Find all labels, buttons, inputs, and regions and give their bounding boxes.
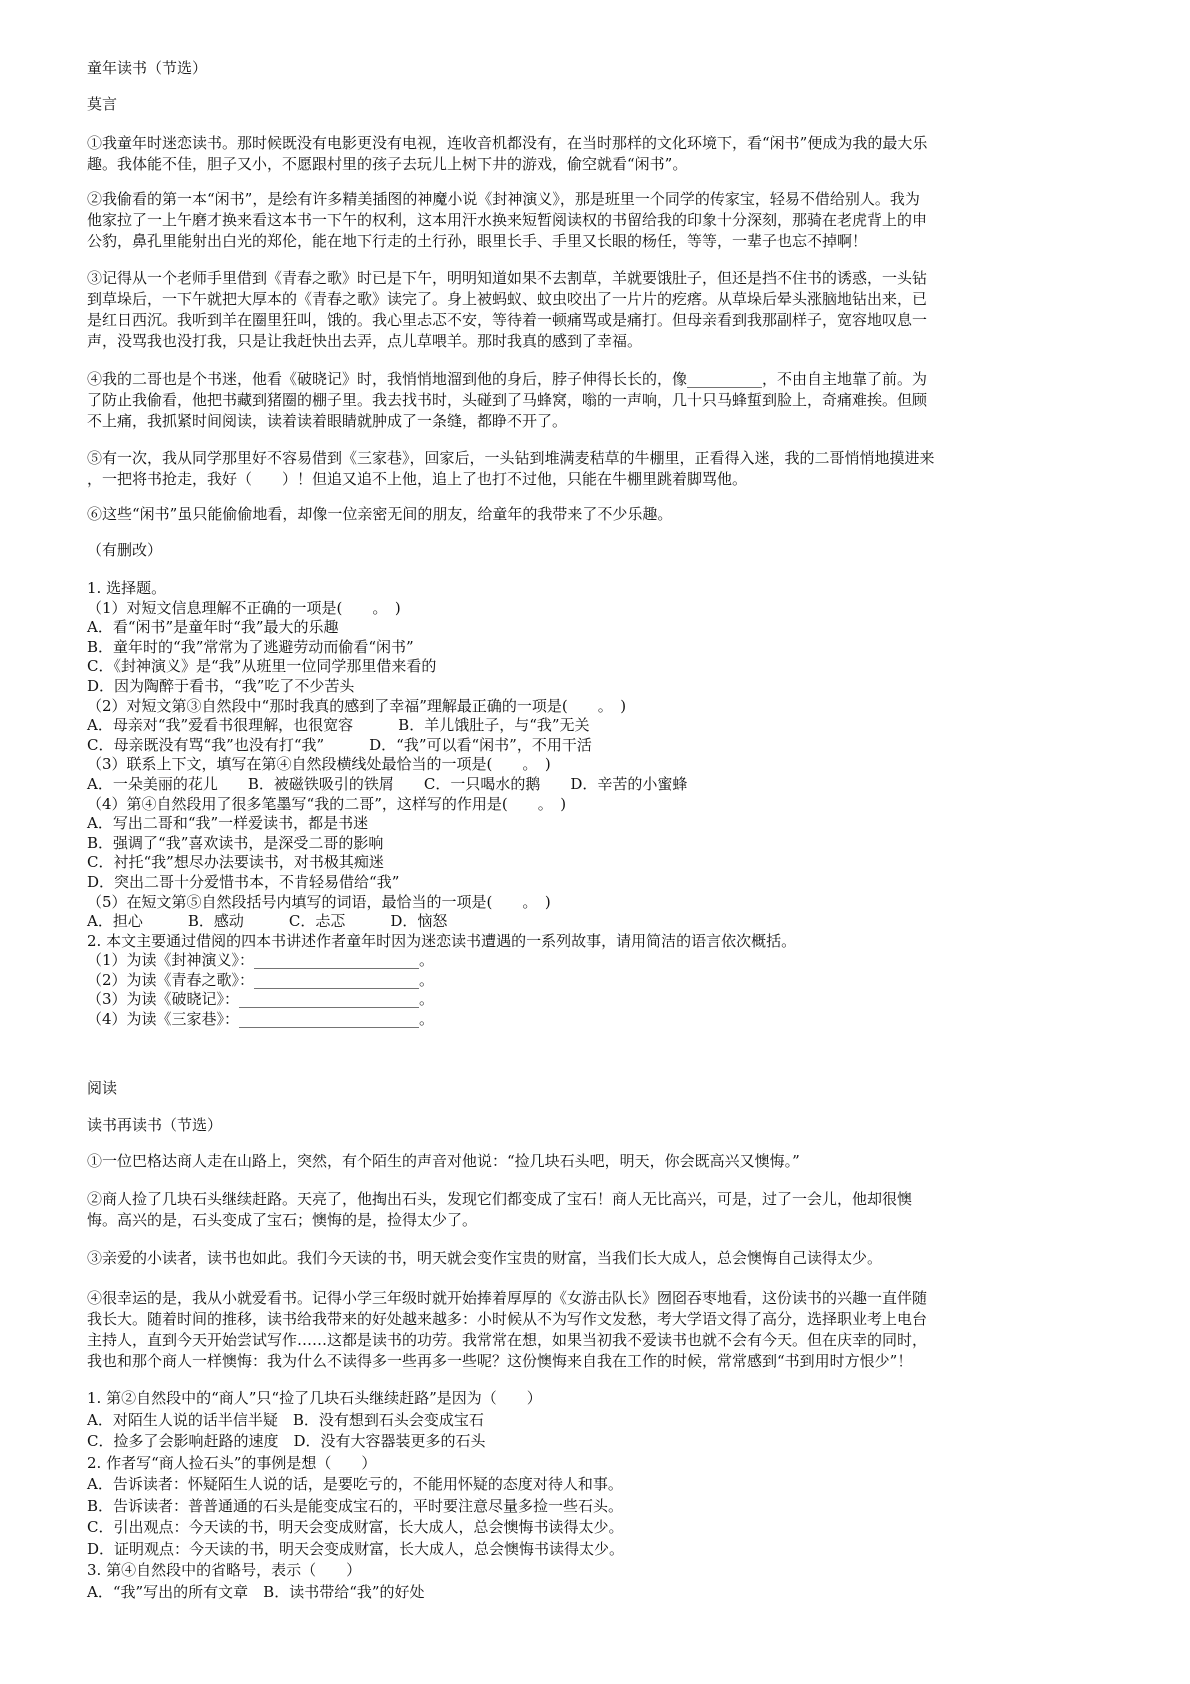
text-line: ①一位巴格达商人走在山路上，突然，有个陌生的声音对他说：“捡几块石头吧，明天，你会既高兴又懊悔。” [87,1152,800,1170]
question-line: （3）联系上下文，填写在第④自然段横线处最恰当的一项是( 。 ) [87,755,551,774]
question-line: C．引出观点：今天读的书，明天会变成财富，长大成人，总会懊悔书读得太少。 [87,1518,624,1536]
question-line: 1. 选择题。 [87,579,167,597]
question-line: C．母亲既没有骂“我”也没有打“我” D．“我”可以看“闲书”，不用干活 [87,735,592,754]
text-line: ，一把将书抢走，我好（ ）！但追又追不上他，追上了也打不过他，只能在牛棚里跳着脚骂他。 [87,470,748,488]
passage-1-paragraph-2 [87,189,927,252]
text-line: ②商人捡了几块石头继续赶路。天亮了，他掏出石头，发现它们都变成了宝石！商人无比高兴，可是，过了一会儿，他却很懊 [87,1190,913,1208]
text-line: 我长大。随着时间的推移，读书给我带来的好处越来越多：小时候从不为写作文发愁，考大学语文得了高分，选择职业考上电台 [87,1310,928,1328]
question-set-1 [87,579,796,1030]
text-line: ③记得从一个老师手里借到《青春之歌》时已是下午，明明知道如果不去割草，羊就要饿肚子，但还是挡不住书的诱惑，一头钻 [87,269,928,287]
question-line: （3）为读《破晓记》：________________________。 [87,990,435,1009]
question-line: （4）第④自然段用了很多笔墨写“我的二哥”，这样写的作用是( 。 ) [87,794,567,813]
text-line: 我也和那个商人一样懊悔：我为什么不读得多一些再多一些呢？这份懊悔来自我在工作的时候，常常感到“书到用时方恨少”！ [87,1352,913,1370]
text-line: 悔。高兴的是，石头变成了宝石；懊悔的是，捡得太少了。 [87,1211,478,1229]
question-line: 1. 第②自然段中的“商人”只“捡了几块石头继续赶路”是因为（ ） [87,1389,542,1407]
passage-1-title: 童年读书（节选） [87,59,208,77]
question-set-2 [87,1388,624,1603]
question-line: （2）为读《青春之歌》：______________________。 [87,970,435,989]
text-line: ④很幸运的是，我从小就爱看书。记得小学三年级时就开始捧着厚厚的《女游击队长》囫囵吞枣地看，这份读书的兴趣一直伴随 [87,1289,928,1307]
question-line: （4）为读《三家巷》：________________________。 [87,1010,435,1029]
question-line: A．担心 B．感动 C．忐忑 D．恼怒 [87,912,448,931]
revision-note: （有删改） [87,541,163,559]
passage-2-title: 读书再读书（节选） [87,1116,223,1134]
passage-1-paragraph-5 [87,448,935,490]
question-line: A．“我”写出的所有文章 B．读书带给“我”的好处 [87,1582,425,1601]
text-line: 是红日西沉。我听到羊在圈里狂叫，饿的。我心里忐忑不安，等待着一顿痛骂或是痛打。但母亲看到我那副样子，宽容地叹息一 [87,311,928,329]
passage-2-paragraph-2 [87,1189,912,1231]
question-line: D．因为陶醉于看书，“我”吃了不少苦头 [87,676,355,695]
text-line: 了防止我偷看，他把书藏到猪圈的棚子里。我去找书时，头碰到了马蜂窝，嗡的一声响，几十只马蜂蜇到脸上，奇痛难挨。但顾 [87,391,928,409]
question-line: （1）为读《封神演义》：______________________。 [87,951,435,970]
question-line: B．告诉读者：普普通通的石头是能变成宝石的，平时要注意尽量多捡一些石头。 [87,1496,624,1515]
question-line: B．强调了“我”喜欢读书，是深受二哥的影响 [87,833,384,852]
text-line: 趣。我体能不佳，胆子又小，不愿跟村里的孩子去玩儿上树下井的游戏，偷空就看“闲书”。 [87,155,688,173]
text-line: 公豹，鼻孔里能射出白光的郑伦，能在地下行走的土行孙，眼里长手、手里又长眼的杨任，等等，一辈子也忘不掉啊！ [87,232,868,250]
question-line: A．一朵美丽的花儿 B．被磁铁吸引的铁屑 C．一只喝水的鹅 D．辛苦的小蜜蜂 [87,774,688,793]
text-line: 不上痛，我抓紧时间阅读，读着读着眼睛就肿成了一条缝，都睁不开了。 [87,412,568,430]
question-line: 3. 第④自然段中的省略号，表示（ ） [87,1561,362,1579]
text-line: ③亲爱的小读者，读书也如此。我们今天读的书，明天就会变作宝贵的财富，当我们长大成人，总会懊悔自己读得太少。 [87,1249,883,1267]
passage-1-paragraph-3 [87,268,927,352]
section-heading: 阅读 [87,1079,118,1097]
question-line: A．告诉读者：怀疑陌生人说的话，是要吃亏的，不能用怀疑的态度对待人和事。 [87,1475,623,1493]
passage-2-paragraph-3 [87,1248,882,1269]
question-line: 2. 作者写“商人捡石头”的事例是想（ ） [87,1453,377,1472]
text-line: ⑤有一次，我从同学那里好不容易借到《三家巷》，回家后，一头钻到堆满麦秸草的牛棚里，正看得入迷，我的二哥悄悄地摸进来 [87,449,935,467]
question-line: B．童年时的“我”常常为了逃避劳动而偷看“闲书” [87,637,414,656]
text-line: 主持人，直到今天开始尝试写作……这都是读书的功劳。我常常在想，如果当初我不爱读书也就不会有今天。但在庆幸的同时， [87,1331,928,1349]
text-line: ⑥这些“闲书”虽只能偷偷地看，却像一位亲密无间的朋友，给童年的我带来了不少乐趣。 [87,505,673,523]
question-line: A．母亲对“我”爱看书很理解，也很宽容 B．羊儿饿肚子，与“我”无关 [87,716,590,735]
text-line: 到草垛后，一下午就把大厚本的《青春之歌》读完了。身上被蚂蚁、蚊虫咬出了一片片的疙瘩。从草垛后晕头涨脑地钻出来，已 [87,290,928,308]
passage-1-author: 莫言 [87,95,118,113]
text-line: ②我偷看的第一本“闲书”，是绘有许多精美插图的神魔小说《封神演义》，那是班里一个同学的传家宝，轻易不借给别人。我为 [87,190,920,208]
question-line: C．《封神演义》是“我”从班里一位同学那里借来看的 [87,657,437,676]
passage-2-paragraph-4 [87,1288,927,1372]
question-line: D．证明观点：今天读的书，明天会变成财富，长大成人，总会懊悔书读得太少。 [87,1539,625,1558]
passage-1-paragraph-6 [87,504,672,525]
question-line: A．对陌生人说的话半信半疑 B．没有想到石头会变成宝石 [87,1410,484,1429]
question-line: （2）对短文第③自然段中“那时我真的感到了幸福”理解最正确的一项是( 。 ) [87,696,627,715]
question-line: （5）在短文第⑤自然段括号内填写的词语，最恰当的一项是( 。 ) [87,892,551,911]
question-line: （1）对短文信息理解不正确的一项是( 。 ) [87,598,401,617]
question-line: A．写出二哥和“我”一样爱读书，都是书迷 [87,814,369,833]
passage-2-paragraph-1 [87,1151,800,1172]
text-line: ④我的二哥也是个书迷，他看《破晓记》时，我悄悄地溜到他的身后，脖子伸得长长的，像__________，不由自主地靠了前。为 [87,370,928,388]
question-line: C．捡多了会影响赶路的速度 D．没有大容器装更多的石头 [87,1432,486,1450]
question-line: D．突出二哥十分爱惜书本，不肯轻易借给“我” [87,872,400,891]
question-line: C．衬托“我”想尽办法要读书，对书极其痴迷 [87,853,384,872]
text-line: 声，没骂我也没打我，只是让我赶快出去弄，点儿草喂羊。那时我真的感到了幸福。 [87,332,643,350]
passage-1-paragraph-1 [87,133,927,175]
text-line: ①我童年时迷恋读书。那时候既没有电影更没有电视，连收音机都没有，在当时那样的文化环境下，看“闲书”便成为我的最大乐 [87,134,928,152]
question-line: 2. 本文主要通过借阅的四本书讲述作者童年时因为迷恋读书遭遇的一系列故事，请用简洁的语言依次概括。 [87,931,797,950]
passage-1-paragraph-4 [87,369,927,432]
text-line: 他家拉了一上午磨才换来看这本书一下午的权利，这本用汗水换来短暂阅读权的书留给我的印象十分深刻，那骑在老虎背上的申 [87,211,928,229]
question-line: A．看“闲书”是童年时“我”最大的乐趣 [87,618,339,637]
